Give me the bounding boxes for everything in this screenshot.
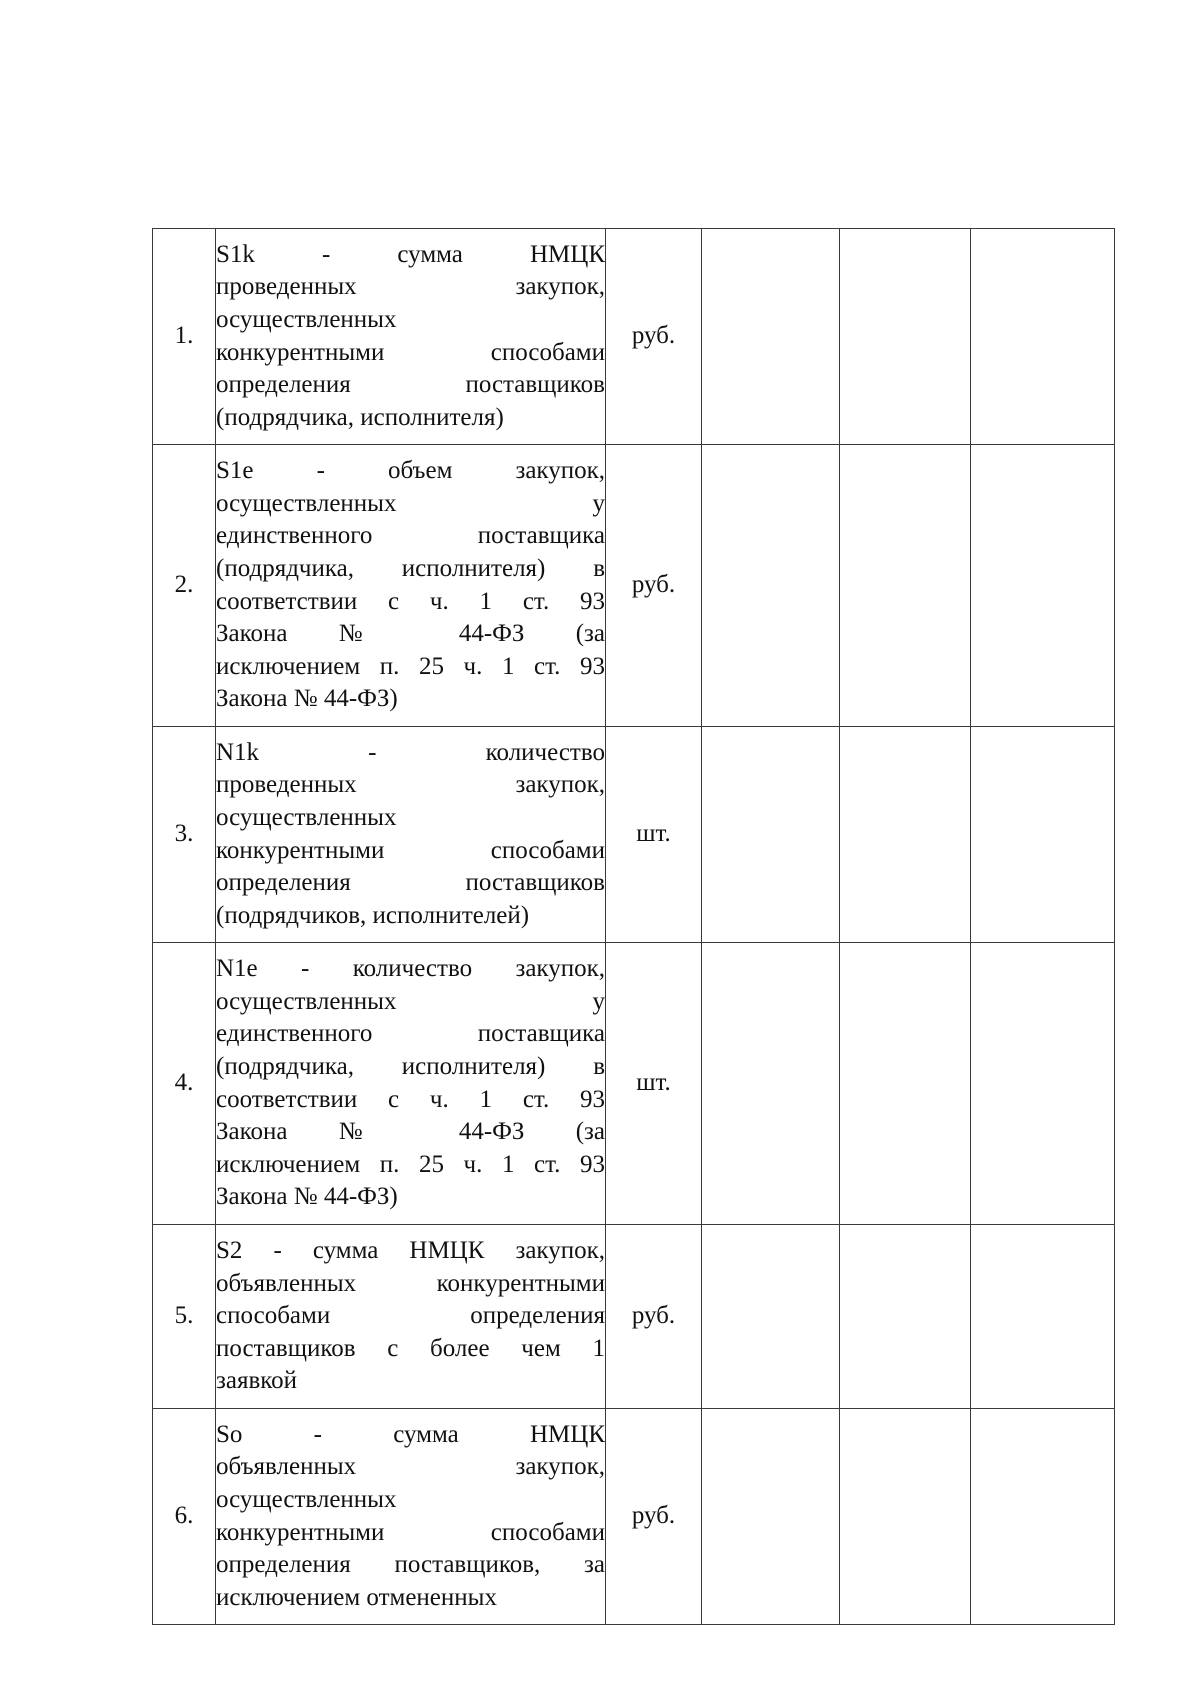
value-cell-1: [702, 445, 840, 727]
value-cell-2: [840, 229, 971, 445]
unit-cell: шт.: [606, 727, 702, 943]
description-line: (подрядчиков, исполнителей): [216, 901, 530, 929]
value-cell-1: [702, 1409, 840, 1625]
indicator-description: [216, 229, 606, 445]
unit-cell: руб.: [606, 1409, 702, 1625]
value-cell-3: [971, 1409, 1115, 1625]
description-line: So - сумма НМЦК: [216, 1420, 605, 1448]
value-cell-2: [840, 727, 971, 943]
description-line: S1e - объем закупок,: [216, 457, 605, 485]
description-line: определения поставщиков: [216, 371, 605, 399]
unit-cell: руб.: [606, 445, 702, 727]
description-line: конкурентными способами: [216, 1518, 605, 1546]
description-line: осуществленных: [216, 803, 397, 831]
description-line: осуществленных у: [216, 987, 605, 1015]
description-line: Закона № 44-ФЗ (за: [216, 1118, 605, 1146]
description-line: способами определения: [216, 1302, 605, 1330]
indicators-table: [152, 228, 1115, 1625]
table-row: [153, 727, 1115, 943]
table-row: [153, 229, 1115, 445]
indicator-description: [216, 445, 606, 727]
description-line: соответствии с ч. 1 ст. 93: [216, 587, 605, 615]
indicator-description: [216, 727, 606, 943]
unit-cell: руб.: [606, 229, 702, 445]
value-cell-3: [971, 445, 1115, 727]
table-body: [153, 229, 1115, 1625]
indicator-description: [216, 1409, 606, 1625]
description-line: (подрядчика, исполнителя): [216, 403, 504, 431]
value-cell-3: [971, 943, 1115, 1225]
row-number: 3.: [153, 727, 216, 943]
description-line: определения поставщиков, за: [216, 1551, 605, 1579]
description-line: поставщиков с более чем 1: [216, 1334, 605, 1362]
description-line: конкурентными способами: [216, 338, 605, 366]
value-cell-2: [840, 445, 971, 727]
description-line: S2 - сумма НМЦК закупок,: [216, 1237, 605, 1265]
value-cell-2: [840, 943, 971, 1225]
row-number: 1.: [153, 229, 216, 445]
description-line: исключением п. 25 ч. 1 ст. 93: [216, 1150, 605, 1178]
unit-cell: шт.: [606, 943, 702, 1225]
description-line: Закона № 44-ФЗ (за: [216, 620, 605, 648]
value-cell-3: [971, 727, 1115, 943]
description-line: единственного поставщика: [216, 1020, 605, 1048]
description-line: определения поставщиков: [216, 869, 605, 897]
value-cell-3: [971, 1225, 1115, 1409]
description-line: осуществленных: [216, 305, 397, 333]
table-row: [153, 943, 1115, 1225]
row-number: 6.: [153, 1409, 216, 1625]
row-number: 2.: [153, 445, 216, 727]
value-cell-1: [702, 943, 840, 1225]
unit-cell: руб.: [606, 1225, 702, 1409]
table-row: [153, 1409, 1115, 1625]
table-row: [153, 445, 1115, 727]
row-number: 5.: [153, 1225, 216, 1409]
description-line: проведенных закупок,: [216, 771, 605, 799]
description-line: N1k - количество: [216, 738, 605, 766]
description-line: осуществленных у: [216, 489, 605, 517]
description-line: конкурентными способами: [216, 836, 605, 864]
description-line: S1k - сумма НМЦК: [216, 240, 605, 268]
description-line: Закона № 44-ФЗ): [216, 1183, 398, 1211]
description-line: единственного поставщика: [216, 522, 605, 550]
indicator-description: [216, 943, 606, 1225]
description-line: исключением отмененных: [216, 1583, 497, 1611]
value-cell-1: [702, 229, 840, 445]
table-row: [153, 1225, 1115, 1409]
description-line: (подрядчика, исполнителя) в: [216, 1052, 605, 1080]
value-cell-1: [702, 1225, 840, 1409]
indicator-description: [216, 1225, 606, 1409]
row-number: 4.: [153, 943, 216, 1225]
description-line: соответствии с ч. 1 ст. 93: [216, 1085, 605, 1113]
description-line: (подрядчика, исполнителя) в: [216, 554, 605, 582]
description-line: проведенных закупок,: [216, 273, 605, 301]
value-cell-3: [971, 229, 1115, 445]
value-cell-2: [840, 1409, 971, 1625]
description-line: N1e - количество закупок,: [216, 955, 605, 983]
value-cell-1: [702, 727, 840, 943]
value-cell-2: [840, 1225, 971, 1409]
description-line: объявленных закупок,: [216, 1453, 605, 1481]
description-line: исключением п. 25 ч. 1 ст. 93: [216, 652, 605, 680]
description-line: заявкой: [216, 1367, 298, 1395]
description-line: осуществленных: [216, 1485, 397, 1513]
description-line: объявленных конкурентными: [216, 1269, 605, 1297]
description-line: Закона № 44-ФЗ): [216, 685, 398, 713]
